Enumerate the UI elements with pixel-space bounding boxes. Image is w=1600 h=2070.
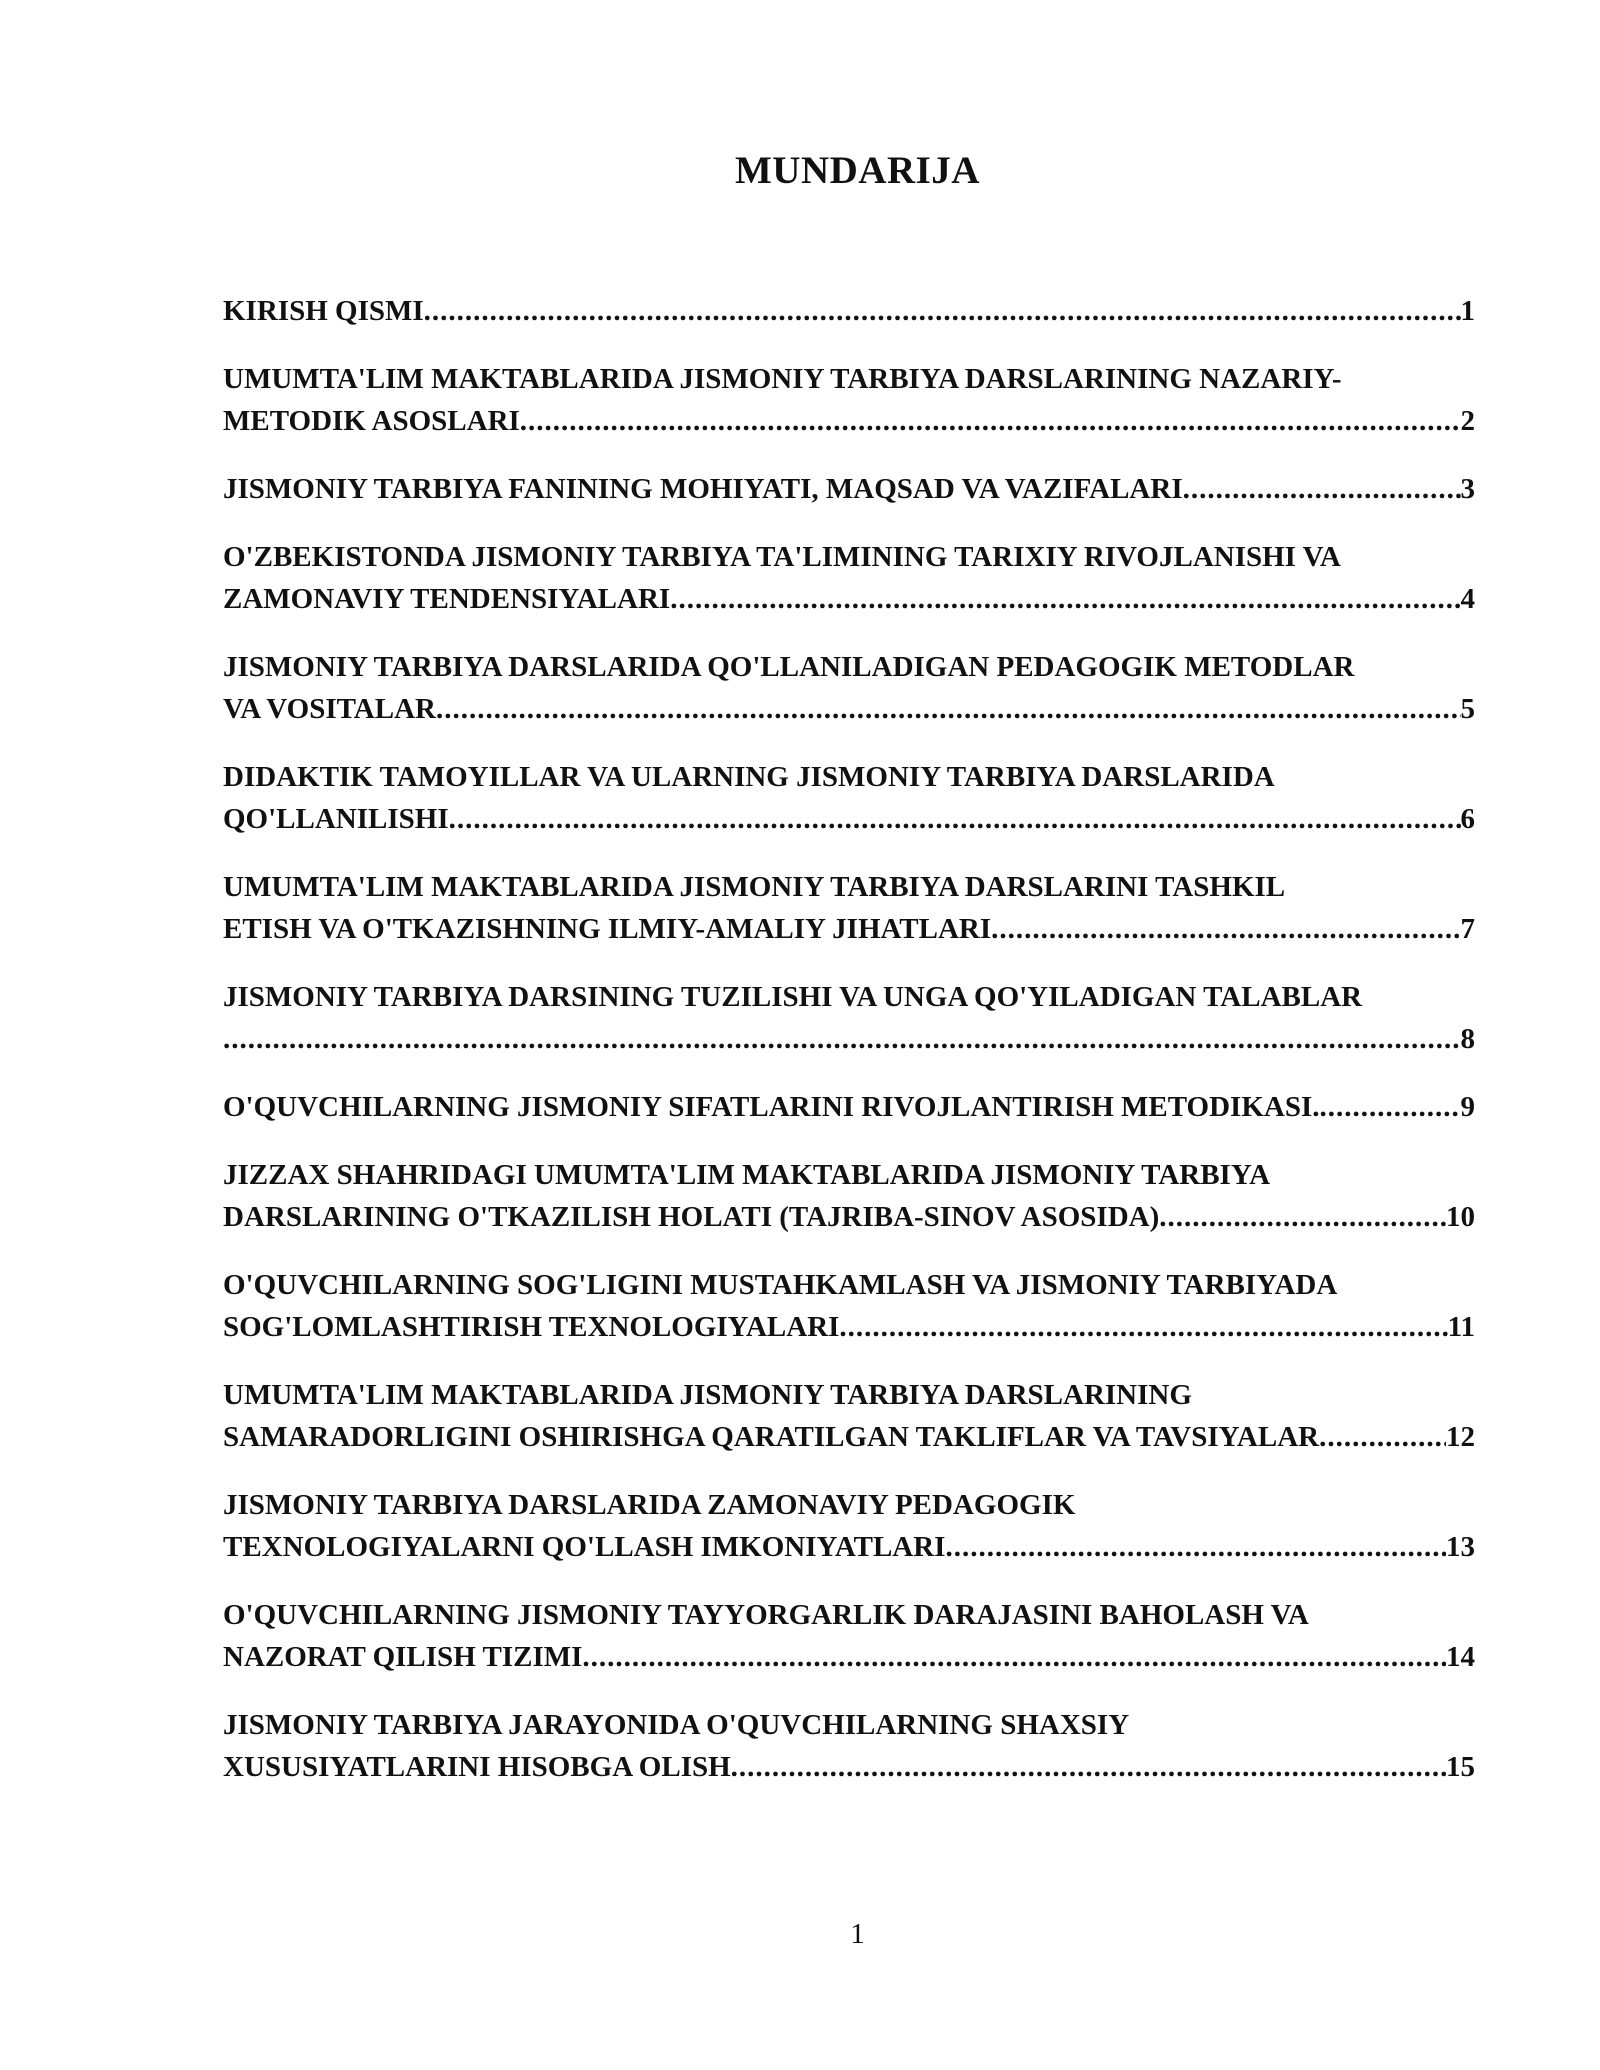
toc-dot-leader [582, 1636, 1446, 1678]
toc-entry-title: VA VOSITALAR [223, 693, 436, 725]
toc-entry-title: DARSLARINING O'TKAZILISH HOLATI (TAJRIBA-SINOV ASOSIDA) [223, 1201, 1160, 1233]
toc-entry-title-line: O'QUVCHILARNING SOG'LIGINI MUSTAHKAMLASH VA JISMONIY TARBIYADA [223, 1269, 1338, 1301]
toc-entry [223, 1704, 1475, 1788]
toc-entry-title-line: UMUMTA'LIM MAKTABLARIDA JISMONIY TARBIYA DARSLARINING NAZARIY- [223, 363, 1342, 395]
toc-entry [223, 1594, 1475, 1678]
toc-entry-title: JISMONIY TARBIYA FANINING MOHIYATI, MAQSAD VA VAZIFALARI [223, 473, 1183, 505]
toc-entry [223, 1154, 1475, 1238]
toc-entry-title-line: O'QUVCHILARNING JISMONIY TAYYORGARLIK DARAJASINI BAHOLASH VA [223, 1599, 1309, 1631]
toc-dot-leader [436, 688, 1461, 730]
toc-dot-leader [945, 1526, 1446, 1568]
page-title: MUNDARIJA [735, 149, 980, 192]
toc-page-number: 10 [1446, 1201, 1475, 1233]
toc-entry [223, 646, 1475, 730]
toc-entry-leader-line [223, 908, 1475, 950]
toc-entry-title-line: JISMONIY TARBIYA JARAYONIDA O'QUVCHILARNING SHAXSIY [223, 1709, 1130, 1741]
toc-page-number: 9 [1460, 1091, 1475, 1123]
toc-entry-leader-line [223, 400, 1475, 442]
toc-dot-leader [731, 1746, 1446, 1788]
toc-entry-title: SOG'LOMLASHTIRISH TEXNOLOGIYALARI [223, 1311, 840, 1343]
toc-page-number: 3 [1460, 473, 1475, 505]
toc-dot-leader [520, 400, 1461, 442]
toc-entry-title: TEXNOLOGIYALARNI QO'LLASH IMKONIYATLARI [223, 1531, 946, 1563]
toc-entry-title-line: O'ZBEKISTONDA JISMONIY TARBIYA TA'LIMINING TARIXIY RIVOJLANISHI VA [223, 541, 1341, 573]
toc-entry-leader-line [223, 798, 1475, 840]
toc-page-number: 1 [1460, 295, 1475, 327]
toc-entry-leader-line [223, 1196, 1475, 1238]
toc-entry-title: ETISH VA O'TKAZISHNING ILMIY-AMALIY JIHATLARI [223, 913, 992, 945]
toc-entry-title: QO'LLANILISHI [223, 803, 449, 835]
toc-entry-title: ZAMONAVIY TENDENSIYALARI [223, 583, 671, 615]
toc-entry-title: KIRISH QISMI [223, 295, 424, 327]
toc-entry-leader-line [223, 1416, 1475, 1458]
toc-entry-leader-line [223, 468, 1475, 510]
toc-page-number: 7 [1460, 913, 1475, 945]
toc-page-number: 13 [1446, 1531, 1475, 1563]
toc-entry [223, 866, 1475, 950]
toc-entry-title-line: JISMONIY TARBIYA DARSLARIDA QO'LLANILADIGAN PEDAGOGIK METODLAR [223, 651, 1355, 683]
toc-page-number: 2 [1460, 405, 1475, 437]
toc-entry-leader-line [223, 1636, 1475, 1678]
toc-page-number: 4 [1460, 583, 1475, 615]
toc-entry [223, 1374, 1475, 1458]
toc-entry-leader-line [223, 1018, 1475, 1060]
toc-entry-leader-line [223, 1086, 1475, 1128]
toc-entry-leader-line [223, 688, 1475, 730]
toc-entry-title: O'QUVCHILARNING JISMONIY SIFATLARINI RIVOJLANTIRISH METODIKASI. [223, 1091, 1320, 1123]
toc-entry [223, 1484, 1475, 1568]
toc-dot-leader [1319, 1416, 1446, 1458]
toc-entry [223, 756, 1475, 840]
page-number: 1 [850, 1918, 865, 1950]
toc-entry-title: XUSUSIYATLARINI HISOBGA OLISH [223, 1751, 731, 1783]
toc-entry-title-line: UMUMTA'LIM MAKTABLARIDA JISMONIY TARBIYA DARSLARINING [223, 1379, 1192, 1411]
toc-entry-title: NAZORAT QILISH TIZIMI [223, 1641, 583, 1673]
toc-entry [223, 1086, 1475, 1128]
toc-dot-leader [424, 290, 1461, 332]
toc-dot-leader [1159, 1196, 1446, 1238]
toc-entry-title-line: JISMONIY TARBIYA DARSINING TUZILISHI VA UNGA QO'YILADIGAN TALABLAR [223, 981, 1363, 1013]
toc-entry-title: METODIK ASOSLARI [223, 405, 520, 437]
toc-page-number: 12 [1446, 1421, 1475, 1453]
toc-dot-leader [223, 1018, 1461, 1060]
toc-entry-leader-line [223, 1526, 1475, 1568]
toc-entry-leader-line [223, 290, 1475, 332]
toc-dot-leader [991, 908, 1460, 950]
toc-entry [223, 358, 1475, 442]
table-of-contents [223, 290, 1475, 1814]
toc-entry-title-line: JIZZAX SHAHRIDAGI UMUMTA'LIM MAKTABLARIDA JISMONIY TARBIYA [223, 1159, 1271, 1191]
toc-page-number: 15 [1446, 1751, 1475, 1783]
toc-entry-leader-line [223, 1746, 1475, 1788]
toc-entry [223, 290, 1475, 332]
toc-entry-leader-line [223, 578, 1475, 620]
toc-entry-leader-line [223, 1306, 1475, 1348]
toc-page-number: 5 [1460, 693, 1475, 725]
toc-dot-leader [1183, 468, 1461, 510]
toc-entry [223, 1264, 1475, 1348]
toc-entry-title-line: DIDAKTIK TAMOYILLAR VA ULARNING JISMONIY TARBIYA DARSLARIDA [223, 761, 1275, 793]
toc-dot-leader [670, 578, 1460, 620]
toc-entry-title: SAMARADORLIGINI OSHIRISHGA QARATILGAN TAKLIFLAR VA TAVSIYALAR [223, 1421, 1320, 1453]
toc-entry [223, 536, 1475, 620]
toc-entry [223, 976, 1475, 1060]
toc-entry-title-line: UMUMTA'LIM MAKTABLARIDA JISMONIY TARBIYA DARSLARINI TASHKIL [223, 871, 1286, 903]
toc-entry [223, 468, 1475, 510]
toc-dot-leader [1320, 1086, 1461, 1128]
toc-dot-leader [449, 798, 1461, 840]
toc-page-number: 14 [1446, 1641, 1475, 1673]
toc-dot-leader [839, 1306, 1447, 1348]
toc-entry-title-line: JISMONIY TARBIYA DARSLARIDA ZAMONAVIY PEDAGOGIK [223, 1489, 1076, 1521]
toc-page-number: 6 [1460, 803, 1475, 835]
toc-page-number: 8 [1460, 1023, 1475, 1055]
toc-page-number: 11 [1447, 1311, 1475, 1343]
